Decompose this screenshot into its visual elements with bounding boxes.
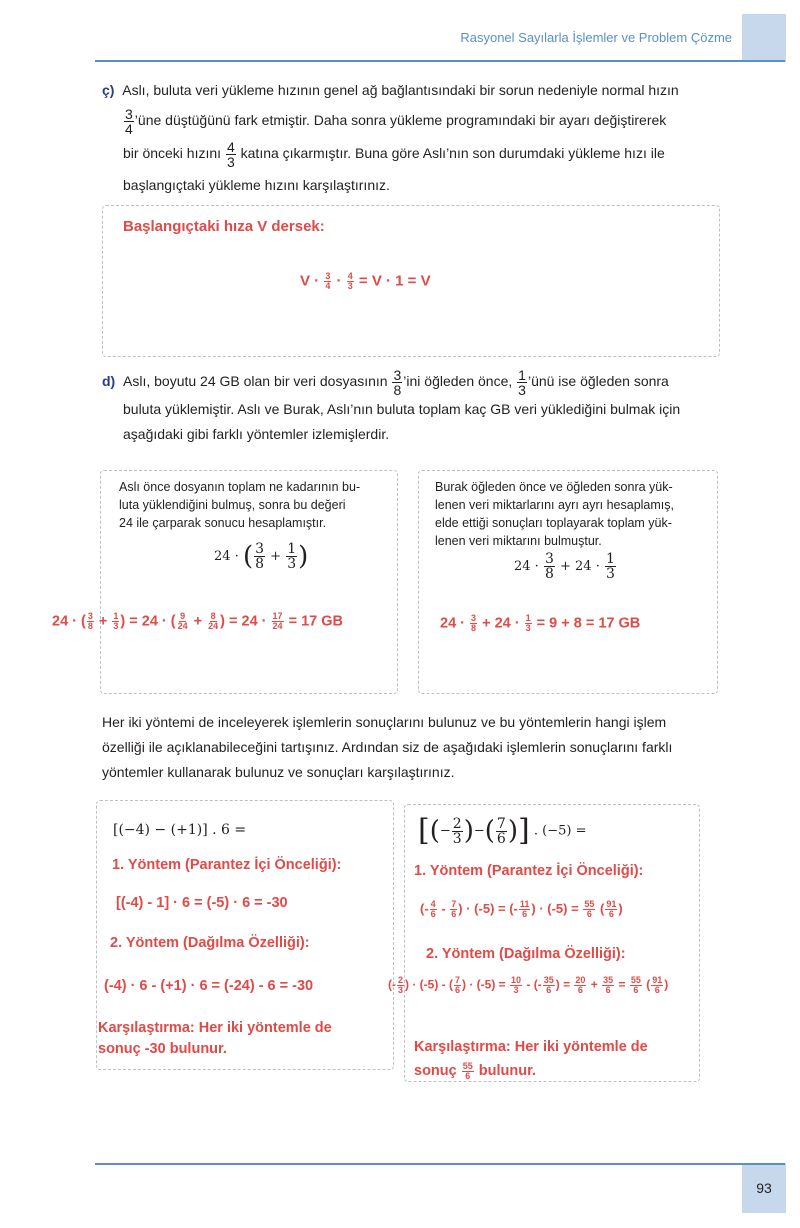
fraction-4-3: $\frac{4}{3}$ bbox=[226, 139, 235, 170]
part-d-line2: buluta yüklemiştir. Aslı ve Burak, Aslı’nın buluta toplam kaç GB veri yüklediğini bulmak için bbox=[123, 401, 681, 417]
fraction-3-8: $\frac{3}{8}$ bbox=[393, 367, 402, 398]
burak-formula: 24 · $\frac{3}{8}$ + 24 · $\frac{1}{3}$ bbox=[514, 551, 615, 582]
part-c-question bbox=[102, 78, 742, 198]
footer-rule bbox=[95, 1163, 785, 1165]
part-d-line3: aşağıdaki gibi farklı yöntemler izlemişlerdir. bbox=[123, 426, 390, 442]
exercise-2-method1-title: 1. Yöntem (Parantez İçi Önceliği): bbox=[414, 863, 644, 879]
asli-answer: 24 · ( $\frac{3}{8}$ + $\frac{1}{3}$ ) = 24 · ( $\frac{9}{24}$ + $\frac{8}{24}$ ) = 24 · $\frac{17}{24}$ = 17 GB bbox=[52, 611, 343, 631]
part-c-line3a: bir önceki hızını bbox=[123, 145, 222, 162]
exercise-1-problem: [(−4) − (+1)] . 6 = bbox=[113, 822, 247, 838]
exercise-2-method2-eq: (- $\frac{2}{3}$ ) · (-5) - ( $\frac{7}{6}$ ) · (-5) = $\frac{10}{3}$ - (- $\frac{35}{6}$ ) = $\frac{20}{6}$ + $\frac{35}{6}$ = $\frac{55}{6}$ ( $\frac{91}{6}$ ) bbox=[388, 975, 669, 995]
exercise-2-comparison: Karşılaştırma: Her iki yöntemle de sonuç $\frac{55}{6}$ bulunur. bbox=[414, 1039, 648, 1081]
exercise-1-method1-title: 1. Yöntem (Parantez İçi Önceliği): bbox=[112, 857, 342, 873]
part-d-question bbox=[102, 368, 742, 447]
burak-answer: 24 · $\frac{3}{8}$ + 24 · $\frac{1}{3}$ = 9 + 8 = 17 GB bbox=[440, 613, 641, 633]
part-d-label: d) bbox=[102, 373, 116, 390]
exercise-2-problem: [(− $\frac{2}{3}$ )−( $\frac{7}{6}$ )] . (−5) = bbox=[418, 813, 587, 848]
fraction-1-3: $\frac{1}{3}$ bbox=[518, 367, 526, 398]
exercise-1-method2-eq: (-4) · 6 - (+1) · 6 = (-24) - 6 = -30 bbox=[104, 978, 314, 994]
exercise-1-method2-title: 2. Yöntem (Dağılma Özelliği): bbox=[110, 935, 310, 951]
asli-description: Aslı önce dosyanın toplam ne kadarının bu- luta yüklendiğini bulmuş, sonra bu değeri 24 ile çarparak sonucu hesaplamıştır. bbox=[119, 480, 361, 530]
page-number: 93 bbox=[756, 1180, 772, 1196]
header-rule bbox=[95, 60, 785, 62]
part-d-line1a: Aslı, boyutu 24 GB olan bir veri dosyasının bbox=[123, 373, 388, 390]
asli-formula: 24 · ( $\frac{3}{8}$ + $\frac{1}{3}$ ) bbox=[214, 541, 309, 572]
header-title: Rasyonel Sayılarla İşlemler ve Problem Çözme bbox=[460, 30, 732, 45]
part-d-line1c: ’ünü ise öğleden sonra bbox=[527, 373, 669, 390]
part-d-line1b: ’ini öğleden önce, bbox=[403, 373, 513, 390]
exercise-2-method1-eq: (- $\frac{4}{6}$ - $\frac{7}{6}$ ) · (-5) = (- $\frac{11}{6}$ ) · (-5) = $\frac{55}{6}$ ( $\frac{91}{6}$ ) bbox=[420, 899, 623, 919]
burak-description: Burak öğleden önce ve öğleden sonra yük- lenen veri miktarlarını ayrı ayrı hesaplamış, elde ettiği sonuçları toplayarak toplam yük- lenen veri miktarını bulmuştur. bbox=[435, 480, 674, 548]
part-c-label: ç) bbox=[102, 82, 115, 98]
part-c-line3b: katına çıkarmıştır. Buna göre Aslı’nın son durumdaki yükleme hızı ile bbox=[240, 145, 665, 162]
fraction-3-4: $\frac{3}{4}$ bbox=[125, 106, 133, 137]
header-tab bbox=[742, 14, 786, 62]
exercise-1-comparison: Karşılaştırma: Her iki yöntemle de sonuç -30 bulunur. bbox=[98, 1020, 332, 1057]
exercise-1-method1-eq: [(-4) - 1] · 6 = (-5) · 6 = -30 bbox=[116, 895, 288, 911]
answer-c-title: Başlangıçtaki hıza V dersek: bbox=[123, 218, 325, 235]
answer-c-equation: V · $\frac{3}{4}$ · $\frac{4}{3}$ = V · 1 = V bbox=[300, 271, 431, 291]
part-c-line1: Aslı, buluta veri yükleme hızının genel ağ bağlantısındaki bir sorun nedeniyle normal hızın bbox=[122, 82, 679, 98]
instructions-paragraph: Her iki yöntemi de inceleyerek işlemlerin sonuçlarını bulunuz ve bu yöntemlerin hangi işlem özelliği ile açıklanabileceğini tartışınız. Ardından siz de aşağıdaki işlemlerin sonuçlarını farklı yöntemler kullanarak bulunuz ve sonuçları karşılaştırınız. bbox=[102, 714, 673, 780]
part-c-line4: başlangıçtaki yükleme hızını karşılaştırınız. bbox=[123, 177, 390, 193]
part-c-line2: ’üne düştüğünü fark etmiştir. Daha sonra yükleme programındaki bir ayarı değiştirerek bbox=[134, 112, 667, 129]
exercise-2-method2-title: 2. Yöntem (Dağılma Özelliği): bbox=[426, 946, 626, 962]
